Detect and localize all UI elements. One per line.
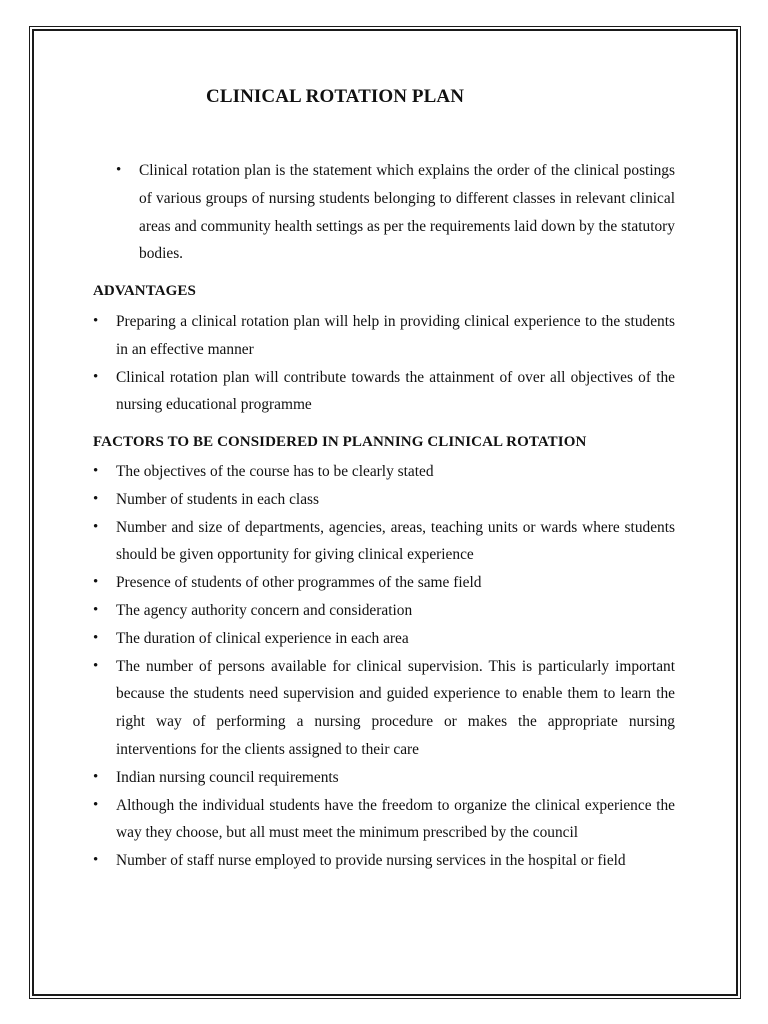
page-title: CLINICAL ROTATION PLAN <box>206 86 465 107</box>
intro-item: • Clinical rotation plan is the statement which explains the order of the clinical postings of various groups of nursing students belonging to different classes in relevant clinical areas and community health settings as per the requirements laid down by the statutory bodies. <box>139 157 675 268</box>
factors-heading: FACTORS TO BE CONSIDERED IN PLANNING CLINICAL ROTATION <box>93 434 587 450</box>
factor-item: • Indian nursing council requirements <box>116 764 675 792</box>
factor-item: • Number of students in each class <box>116 486 675 514</box>
factor-item: • The number of persons available for clinical supervision. This is particularly important because the students need supervision and guided experience to enable them to learn the right way of performing a nursing procedure or makes the appropriate nursing interventions for the clients assigned to their care <box>116 653 675 764</box>
factor-item: • Number and size of departments, agencies, areas, teaching units or wards where students should be given opportunity for giving clinical experience <box>116 514 675 570</box>
factor-item: • The objectives of the course has to be clearly stated <box>116 458 675 486</box>
factor-item: • Presence of students of other programmes of the same field <box>116 569 675 597</box>
advantage-item: • Preparing a clinical rotation plan will help in providing clinical experience to the students in an effective manner <box>116 308 675 364</box>
factor-item: • The agency authority concern and consideration <box>116 597 675 625</box>
intro-list <box>139 157 675 268</box>
factor-item: • The duration of clinical experience in each area <box>116 625 675 653</box>
factor-item: • Although the individual students have the freedom to organize the clinical experience the way they choose, but all must meet the minimum prescribed by the council <box>116 792 675 848</box>
advantages-list <box>116 308 675 419</box>
factors-list <box>116 458 675 875</box>
advantage-item: • Clinical rotation plan will contribute towards the attainment of over all objectives of the nursing educational programme <box>116 364 675 420</box>
advantages-heading: ADVANTAGES <box>93 283 196 299</box>
factor-item: • Number of staff nurse employed to provide nursing services in the hospital or field <box>116 847 675 875</box>
